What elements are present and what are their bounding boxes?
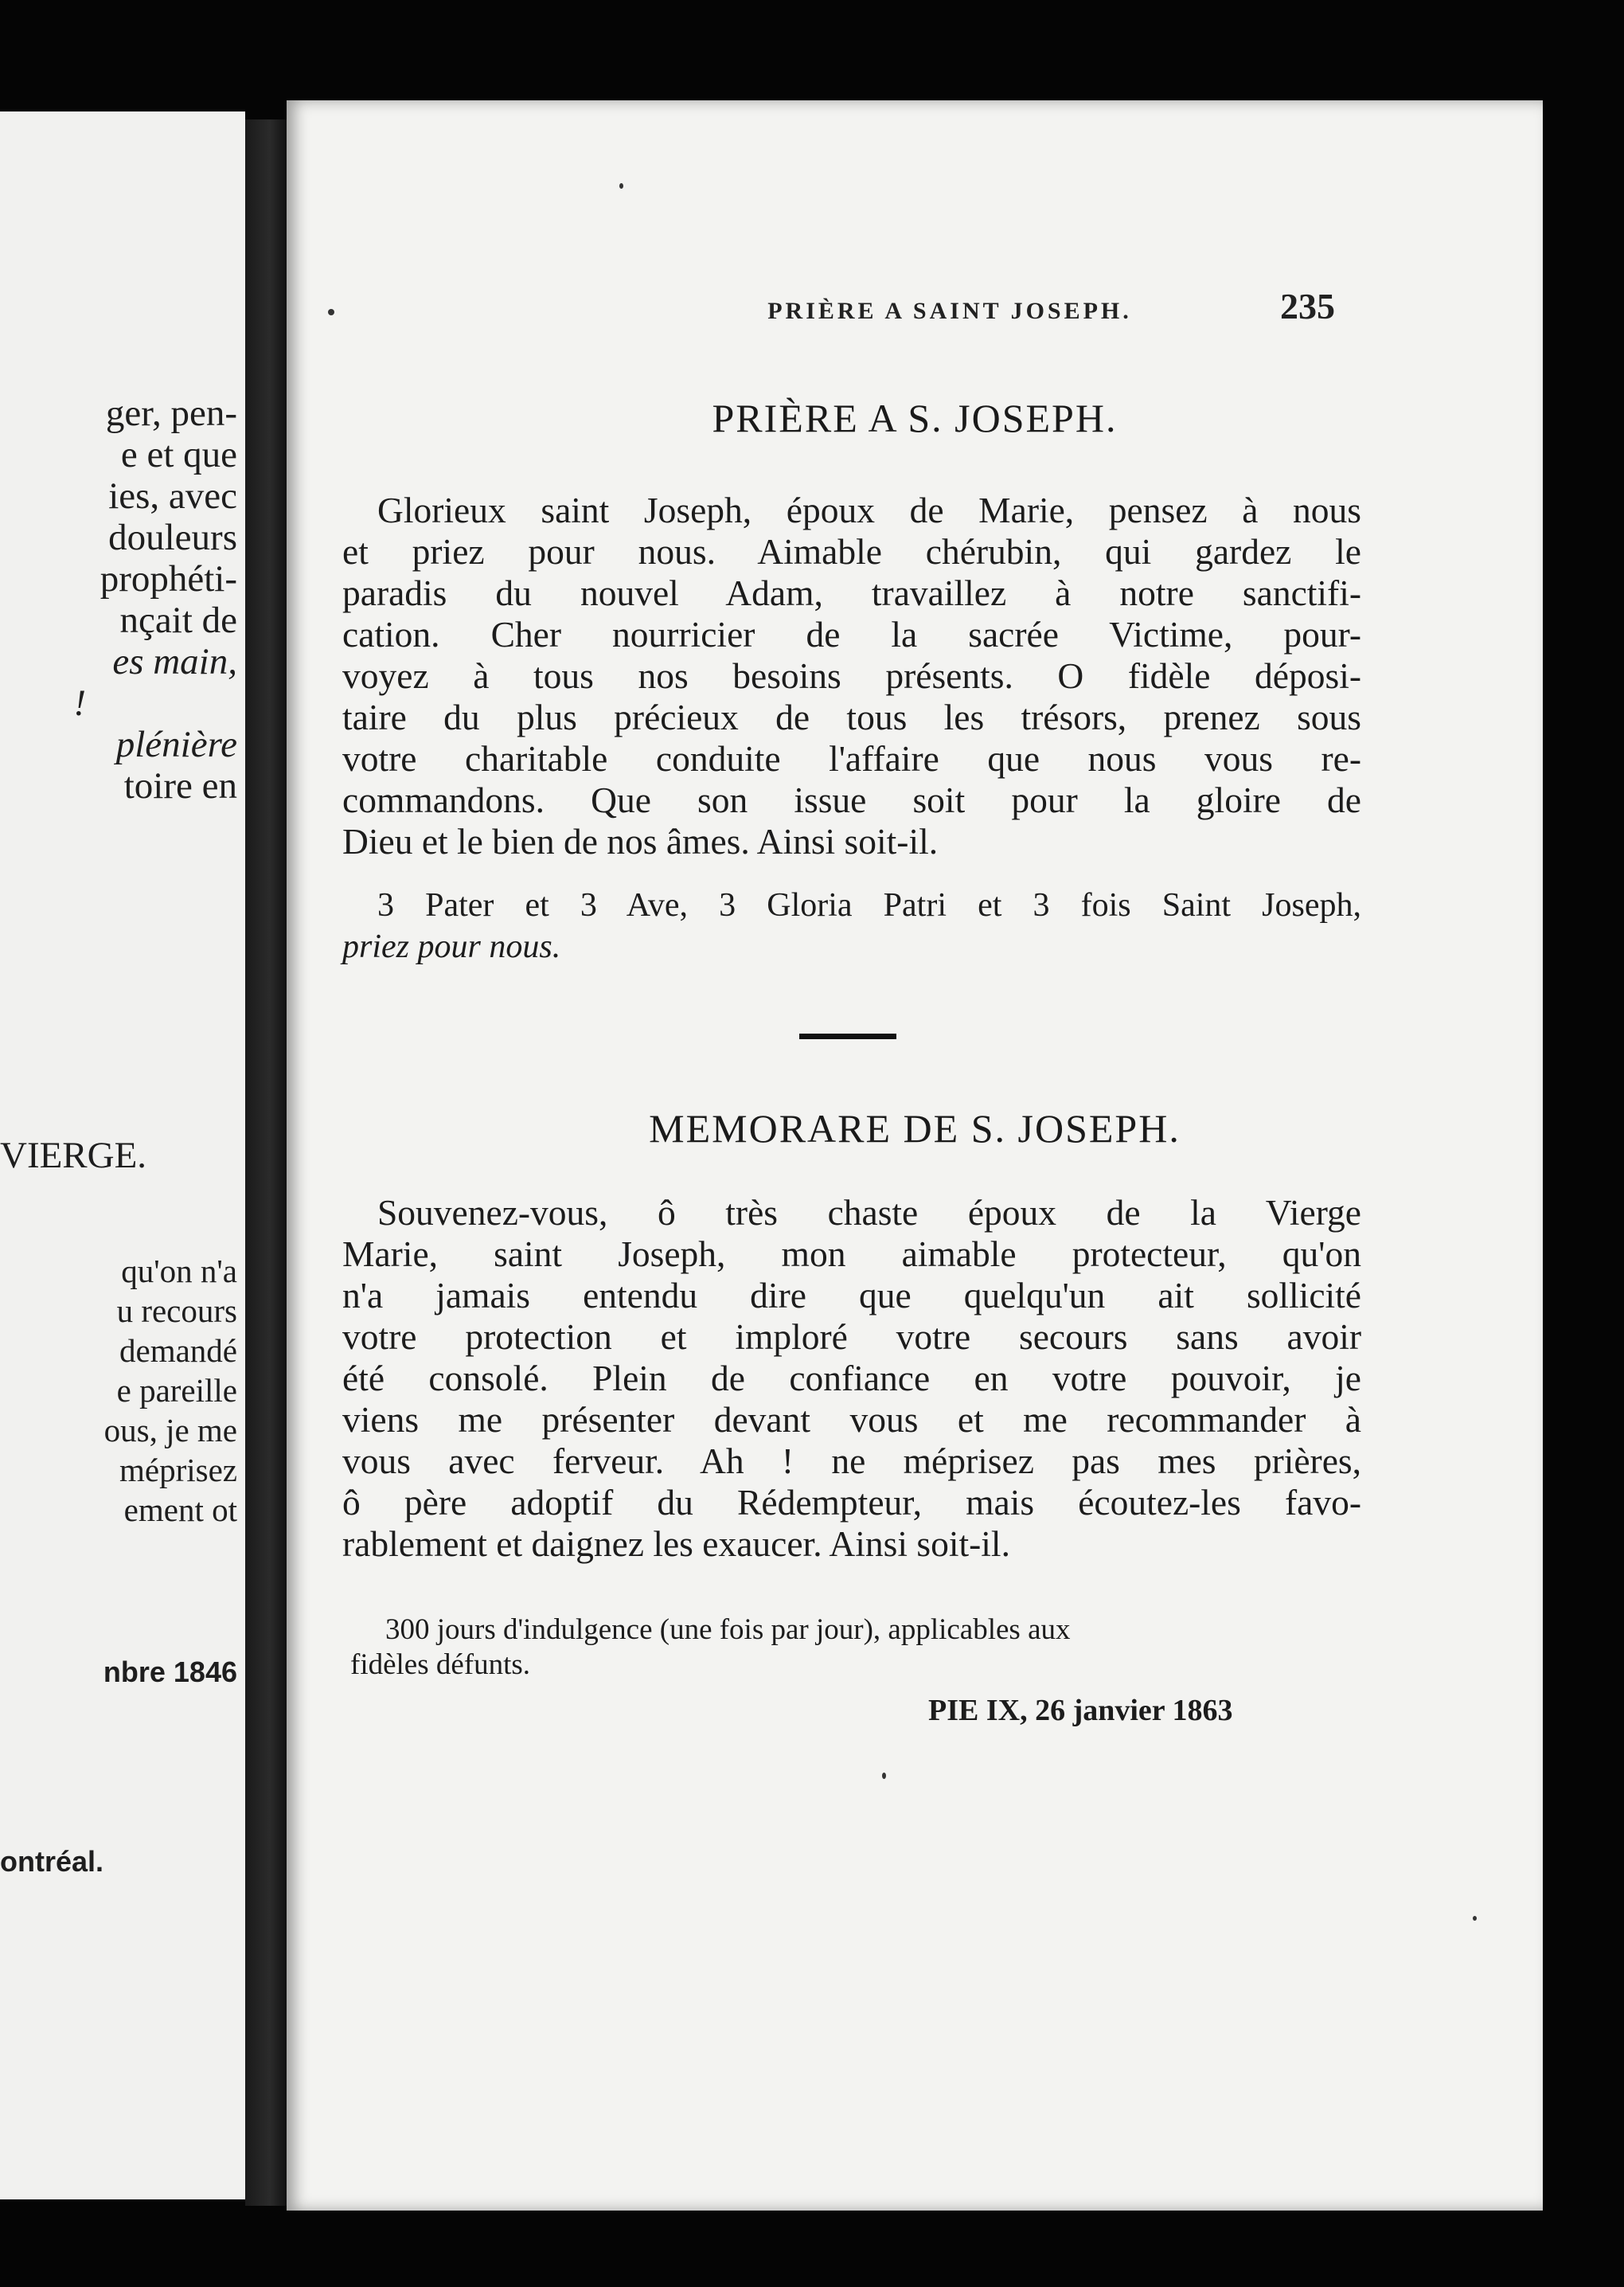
- left-text-fragment: VIERGE.: [0, 1135, 147, 1176]
- left-text-fragment: nbre 1846: [103, 1656, 237, 1688]
- paragraph-line: n'a jamais entendu dire que quelqu'un ait sollicité: [342, 1275, 1361, 1316]
- left-text-fragment: méprisez: [119, 1452, 237, 1488]
- paragraph-line: rablement et daignez les exaucer. Ainsi soit-il.: [342, 1523, 1010, 1564]
- right-page: [287, 100, 1543, 2211]
- paragraph-line: Glorieux saint Joseph, époux de Marie, pensez à nous: [377, 490, 1361, 530]
- left-text-fragment: ies, avec: [108, 475, 237, 517]
- indulgence-note: 300 jours d'indulgence (une fois par jour), applicables aux: [385, 1613, 1071, 1646]
- left-text-fragment: toire en: [123, 765, 237, 807]
- section-title-memorare: MEMORARE DE S. JOSEPH.: [649, 1106, 1181, 1151]
- left-text-fragment: ontréal.: [0, 1845, 104, 1878]
- paragraph-line: taire du plus précieux de tous les trésors, prenez sous: [342, 697, 1361, 737]
- running-head: PRIÈRE A SAINT JOSEPH.: [767, 298, 1132, 324]
- left-text-fragment: ger, pen-: [105, 393, 237, 434]
- paragraph-line: cation. Cher nourricier de la sacrée Victime, pour-: [342, 614, 1361, 655]
- left-text-fragment: es main,: [112, 641, 237, 682]
- papal-signature-line: PIE IX, 26 janvier 1863: [928, 1694, 1233, 1727]
- left-text-fragment: plénière: [115, 724, 237, 765]
- left-text-fragment: e et que: [120, 434, 237, 475]
- paragraph-line: votre charitable conduite l'affaire que nous vous re-: [342, 738, 1361, 779]
- paragraph-line: voyez à tous nos besoins présents. O fidèle déposi-: [342, 655, 1361, 696]
- ink-speck: [328, 309, 334, 315]
- paragraph-line: Dieu et le bien de nos âmes. Ainsi soit-il.: [342, 821, 939, 862]
- left-text-fragment: e pareille: [116, 1372, 237, 1409]
- left-text-fragment: ement ot: [123, 1491, 237, 1528]
- paragraph-line: et priez pour nous. Aimable chérubin, qui gardez le: [342, 531, 1361, 572]
- book-binding-gutter: [245, 119, 287, 2206]
- left-text-fragment: prophéti-: [100, 558, 237, 600]
- ink-speck: [1473, 1916, 1477, 1921]
- paragraph-line: été consolé. Plein de confiance en votre pouvoir, je: [342, 1358, 1361, 1398]
- left-facing-page: [0, 111, 245, 2199]
- paragraph-line: commandons. Que son issue soit pour la gloire de: [342, 780, 1361, 820]
- paragraph-line: vous avec ferveur. Ah ! ne méprisez pas mes prières,: [342, 1441, 1361, 1481]
- ink-speck: [619, 183, 623, 189]
- section-title-priere: PRIÈRE A S. JOSEPH.: [712, 396, 1118, 440]
- paragraph-line: Marie, saint Joseph, mon aimable protecteur, qu'on: [342, 1233, 1361, 1274]
- left-text-fragment: qu'on n'a: [121, 1253, 237, 1289]
- paragraph-line: viens me présenter devant vous et me recommander à: [342, 1399, 1361, 1440]
- page-number: 235: [1280, 286, 1335, 326]
- left-text-fragment: douleurs: [108, 517, 237, 558]
- devotion-note: priez pour nous.: [342, 928, 561, 965]
- left-text-fragment: demandé: [119, 1332, 237, 1369]
- paragraph-line: ô père adoptif du Rédempteur, mais écoutez-les favo-: [342, 1482, 1361, 1523]
- left-text-fragment: nçait de: [119, 600, 237, 641]
- indulgence-note: fidèles défunts.: [350, 1648, 531, 1681]
- paragraph-line: Souvenez-vous, ô très chaste époux de la Vierge: [377, 1192, 1361, 1233]
- left-text-fragment: !: [73, 682, 86, 724]
- left-text-fragment: ous, je me: [103, 1412, 237, 1448]
- left-text-fragment: u recours: [116, 1292, 237, 1329]
- devotion-note: 3 Pater et 3 Ave, 3 Gloria Patri et 3 fois Saint Joseph,: [377, 887, 1361, 924]
- paragraph-line: votre protection et imploré votre secours sans avoir: [342, 1316, 1361, 1357]
- paragraph-line: paradis du nouvel Adam, travaillez à notre sanctifi-: [342, 573, 1361, 613]
- ink-speck: [882, 1773, 886, 1779]
- section-divider: [799, 1034, 896, 1039]
